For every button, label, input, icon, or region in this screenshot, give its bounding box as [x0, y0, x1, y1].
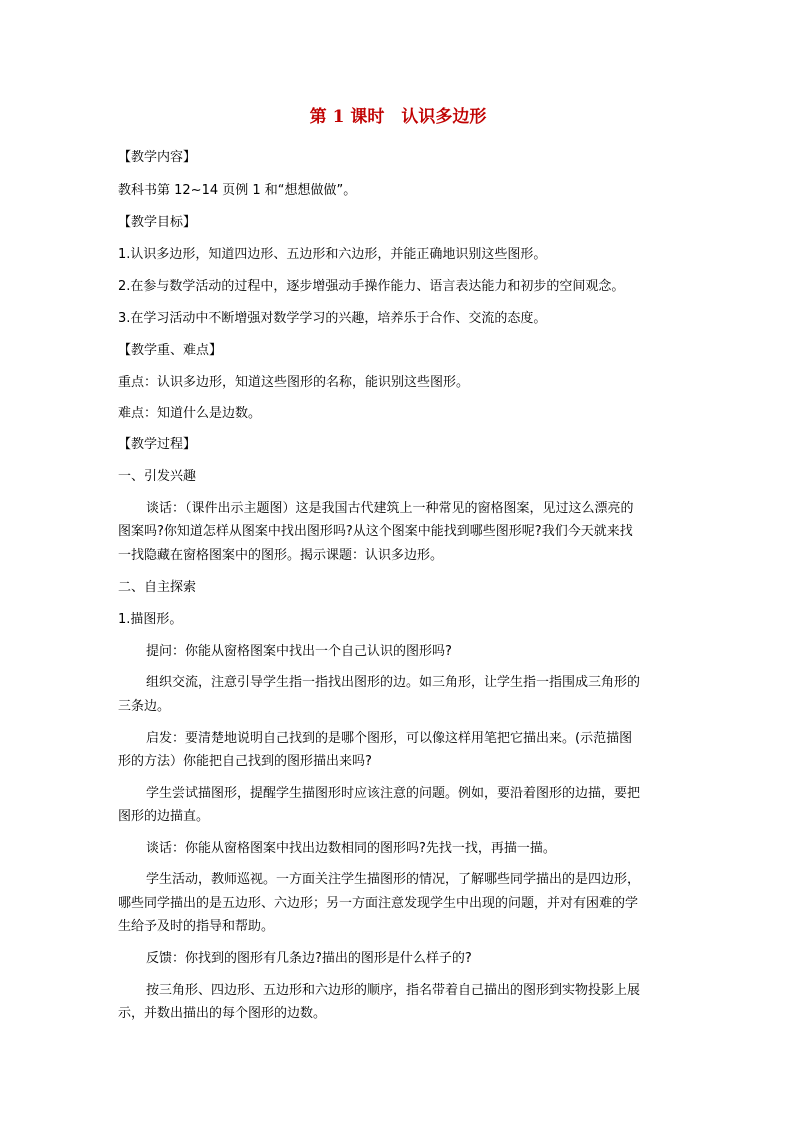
organize-paragraph-line: 组织交流，注意引导学生指一指找出图形的边。如三角形，让学生指一指围成三角形的 [146, 675, 641, 690]
heading-teaching-goals: 【教学目标】 [118, 215, 197, 230]
try-paragraph-line: 学生尝试描图形，提醒学生描图形时应该注意的问题。例如，要沿着图形的边描，要把 [146, 786, 641, 801]
part-1-paragraph-line: 谈话：（课件出示主题图）这是我国古代建筑上一种常见的窗格图案，见过这么漂亮的 [146, 501, 634, 516]
heading-teaching-process: 【教学过程】 [118, 437, 197, 452]
part-2-subheading: 1.描图形。 [118, 612, 183, 627]
question-paragraph: 提问：你能从窗格图案中找出一个自己认识的图形吗? [146, 644, 452, 659]
part-1-paragraph-line: 图案吗?你知道怎样从图案中找出图形吗?从这个图案中能找到哪些图形呢?我们今天就来找 [118, 524, 633, 539]
teaching-content-text: 教科书第 12~14 页例 1 和“想想做做”。 [118, 183, 357, 198]
activity-paragraph-line: 学生活动，教师巡视。一方面关注学生描图形的情况，了解哪些同学描出的是四边形， [146, 872, 641, 887]
part-1-paragraph-line: 一找隐藏在窗格图案中的图形。揭示课题：认识多边形。 [118, 548, 444, 563]
goal-item-2: 2.在参与数学活动的过程中，逐步增强动手操作能力、语言表达能力和初步的空间观念。 [118, 279, 625, 294]
activity-paragraph-line: 生给予及时的指导和帮助。 [118, 919, 275, 934]
goal-item-3: 3.在学习活动中不断增强对数学学习的兴趣，培养乐于合作、交流的态度。 [118, 311, 547, 326]
part-2-heading: 二、自主探索 [118, 580, 197, 595]
inspire-paragraph-line: 启发：要清楚地说明自己找到的是哪个图形，可以像这样用笔把它描出来。(示范描图 [146, 731, 633, 746]
inspire-paragraph-line: 形的方法）你能把自己找到的图形描出来吗? [118, 754, 372, 769]
key-point-text: 重点：认识多边形，知道这些图形的名称，能识别这些图形。 [118, 375, 470, 390]
talk-paragraph: 谈话：你能从窗格图案中找出边数相同的图形吗?先找一找，再描一描。 [146, 841, 556, 856]
heading-key-difficult: 【教学重、难点】 [118, 343, 223, 358]
part-1-heading: 一、引发兴趣 [118, 469, 197, 484]
lesson-title: 第 1 课时 认识多边形 [309, 107, 487, 127]
feedback-paragraph: 反馈：你找到的图形有几条边?描出的图形是什么样子的? [146, 951, 472, 966]
organize-paragraph-line: 三条边。 [118, 699, 171, 714]
heading-teaching-content: 【教学内容】 [118, 150, 197, 165]
order-paragraph-line: 按三角形、四边形、五边形和六边形的顺序，指名带着自己描出的图形到实物投影上展 [146, 983, 641, 998]
activity-paragraph-line: 哪些同学描出的是五边形、六边形；另一方面注意发现学生中出现的问题，并对有困难的学 [118, 896, 639, 911]
order-paragraph-line: 示，并数出描出的每个图形的边数。 [118, 1006, 327, 1021]
goal-item-1: 1.认识多边形，知道四边形、五边形和六边形，并能正确地识别这些图形。 [118, 247, 547, 262]
difficult-point-text: 难点：知道什么是边数。 [118, 406, 262, 421]
try-paragraph-line: 图形的边描直。 [118, 809, 210, 824]
